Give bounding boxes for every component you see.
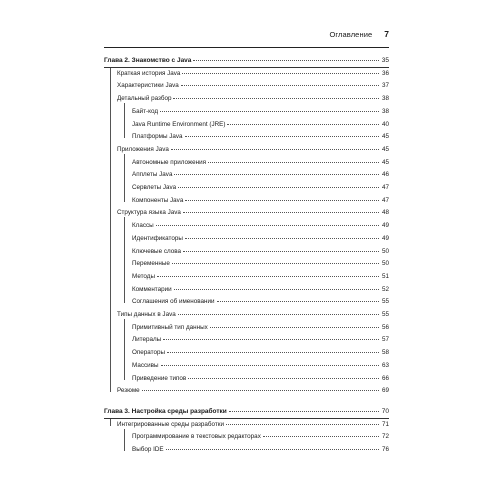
toc-entry-title: Приложения Java: [117, 145, 169, 153]
toc-entry-title: Краткая история Java: [117, 69, 181, 77]
toc-section[interactable]: [117, 421, 389, 429]
toc-chapter[interactable]: [104, 57, 389, 65]
chapter-rule: [104, 418, 389, 419]
toc-entry-page: 76: [381, 446, 389, 453]
toc-subsection[interactable]: [132, 197, 389, 205]
chapter-rule: [104, 67, 389, 68]
toc-entry-title: Выбор IDE: [132, 446, 164, 453]
toc-entry-title: Автономные приложения: [132, 158, 207, 166]
toc-entry-page: 71: [381, 420, 389, 428]
toc-entry-title: Примитивный тип данных: [132, 323, 208, 331]
toc-entry-title: Платформы Java: [132, 133, 183, 141]
indent-guide: [110, 68, 111, 392]
toc-entry-page: 58: [381, 349, 389, 357]
toc-section[interactable]: [117, 70, 389, 78]
toc-subsection[interactable]: [132, 121, 389, 129]
toc-entry-title: Интегрированные среды разработки: [117, 420, 225, 428]
toc-entry-title: Программирование в текстовых редакторах: [132, 433, 261, 441]
toc-section[interactable]: [117, 95, 389, 103]
toc-entry-title: Резюме: [117, 387, 140, 395]
dot-leader: [185, 200, 379, 201]
toc-entry-page: 69: [381, 387, 389, 395]
indent-guide: [124, 319, 125, 380]
toc-section[interactable]: [117, 82, 389, 90]
toc-subsection[interactable]: [132, 248, 389, 256]
dot-leader: [193, 60, 379, 61]
dot-leader: [263, 436, 379, 437]
toc-entry-page: 70: [381, 407, 389, 415]
indent-guide: [110, 419, 111, 426]
toc-entry-title: Методы: [132, 272, 155, 280]
dot-leader: [161, 365, 379, 366]
toc-entry-title: Соглашения об именовании: [132, 298, 215, 306]
toc-entry-page: 50: [381, 247, 389, 255]
toc-subsection[interactable]: [132, 222, 389, 230]
dot-leader: [182, 73, 379, 74]
toc-section[interactable]: [117, 146, 389, 154]
toc-entry-page: 52: [381, 285, 389, 293]
toc-entry-title: Операторы: [132, 349, 166, 357]
toc-subsection[interactable]: [132, 446, 389, 454]
indent-guide: [124, 154, 125, 202]
toc-entry-title: Глава 2. Знакомство с Java: [104, 57, 192, 64]
toc-entry-title: Массивы: [132, 361, 159, 369]
toc-entry-title: Детальный разбор: [117, 95, 172, 103]
toc-subsection[interactable]: [132, 260, 389, 268]
toc-entry-page: 51: [381, 272, 389, 280]
toc-entry-page: 36: [381, 69, 389, 77]
dot-leader: [226, 424, 379, 425]
toc-subsection[interactable]: [132, 298, 389, 306]
dot-leader: [178, 187, 379, 188]
dot-leader: [163, 339, 379, 340]
toc-subsection[interactable]: [132, 184, 389, 192]
toc-entry-page: 45: [381, 145, 389, 153]
toc-entry-title: Глава 3. Настройка среды разработки: [104, 407, 227, 415]
dot-leader: [156, 225, 379, 226]
toc-subsection[interactable]: [132, 108, 389, 116]
toc-entry-title: Переменные: [132, 260, 170, 268]
dot-leader: [188, 378, 379, 379]
toc-subsection[interactable]: [132, 362, 389, 370]
toc-entry-page: 72: [381, 433, 389, 441]
toc-section[interactable]: [117, 387, 389, 395]
toc-entry-page: 38: [381, 95, 389, 103]
dot-leader: [227, 124, 379, 125]
indent-guide: [124, 429, 125, 451]
dot-leader: [167, 352, 379, 353]
toc-entry-page: 55: [381, 311, 389, 318]
toc-entry-title: Характеристики Java: [117, 82, 179, 90]
toc-entry-page: 49: [381, 234, 389, 242]
dot-leader: [142, 390, 379, 391]
dot-leader: [183, 251, 379, 252]
dot-leader: [208, 162, 379, 163]
toc-subsection[interactable]: [132, 324, 389, 332]
toc-entry-title: Литералы: [132, 336, 162, 344]
toc-entry-title: Байт-код: [132, 107, 158, 115]
toc-entry-page: 45: [381, 158, 389, 166]
toc-subsection[interactable]: [132, 433, 389, 441]
toc-subsection[interactable]: [132, 273, 389, 281]
toc-entry-page: 57: [381, 336, 389, 344]
toc-subsection[interactable]: [132, 235, 389, 243]
dot-leader: [185, 238, 379, 239]
toc-section[interactable]: [117, 311, 389, 319]
toc-entry-title: Идентификаторы: [132, 234, 183, 242]
toc-entry-title: Комментарии: [132, 285, 172, 293]
dot-leader: [185, 136, 379, 137]
indent-guide: [124, 103, 125, 138]
toc-entry-page: 37: [381, 82, 389, 90]
header-title: Оглавление: [329, 30, 373, 39]
dot-leader: [171, 149, 379, 150]
toc-entry-page: 35: [381, 57, 389, 64]
toc-subsection[interactable]: [132, 286, 389, 294]
toc-entry-page: 45: [381, 133, 389, 141]
toc-subsection[interactable]: [132, 336, 389, 344]
toc-entry-page: 55: [381, 298, 389, 306]
dot-leader: [229, 411, 379, 412]
dot-leader: [173, 98, 379, 99]
toc-entry-title: Java Runtime Environment (JRE): [132, 120, 226, 128]
dot-leader: [157, 276, 379, 277]
toc-subsection[interactable]: [132, 133, 389, 141]
toc-entry-title: Структура языка Java: [117, 209, 181, 217]
page-header: [104, 30, 389, 48]
toc-section[interactable]: [117, 209, 389, 217]
toc-entry-title: Сервлеты Java: [132, 184, 177, 191]
toc-entry-title: Апплеты Java: [132, 171, 173, 179]
toc-chapter[interactable]: [104, 408, 389, 416]
toc-subsection[interactable]: [132, 171, 389, 179]
dot-leader: [210, 327, 379, 328]
toc-entry-title: Классы: [132, 222, 154, 230]
toc-entry-page: 47: [381, 196, 389, 204]
toc-entry-page: 46: [381, 171, 389, 179]
dot-leader: [166, 449, 379, 450]
header-page-number: 7: [384, 29, 389, 39]
toc-entry-page: 66: [381, 374, 389, 382]
dot-leader: [183, 212, 379, 213]
toc-entry-page: 63: [381, 361, 389, 369]
dot-leader: [174, 289, 379, 290]
dot-leader: [160, 111, 379, 112]
toc-entry-page: 56: [381, 323, 389, 331]
toc-entry-page: 49: [381, 222, 389, 230]
dot-leader: [174, 174, 379, 175]
dot-leader: [181, 85, 379, 86]
indent-guide: [124, 217, 125, 303]
dot-leader: [172, 263, 379, 264]
dot-leader: [217, 301, 379, 302]
toc-subsection[interactable]: [132, 349, 389, 357]
toc-entry-page: 40: [381, 120, 389, 128]
toc-entry-page: 47: [381, 184, 389, 191]
toc-entry-title: Ключевые слова: [132, 247, 182, 255]
dot-leader: [178, 314, 379, 315]
toc-entry-page: 50: [381, 260, 389, 268]
toc-subsection[interactable]: [132, 375, 389, 383]
toc-entry-title: Компоненты Java: [132, 196, 184, 204]
toc-entry-title: Приведение типов: [132, 374, 187, 382]
toc-entry-page: 38: [381, 107, 389, 115]
toc-entry-title: Типы данных в Java: [117, 311, 176, 318]
toc-entry-page: 48: [381, 209, 389, 217]
toc-subsection[interactable]: [132, 159, 389, 167]
